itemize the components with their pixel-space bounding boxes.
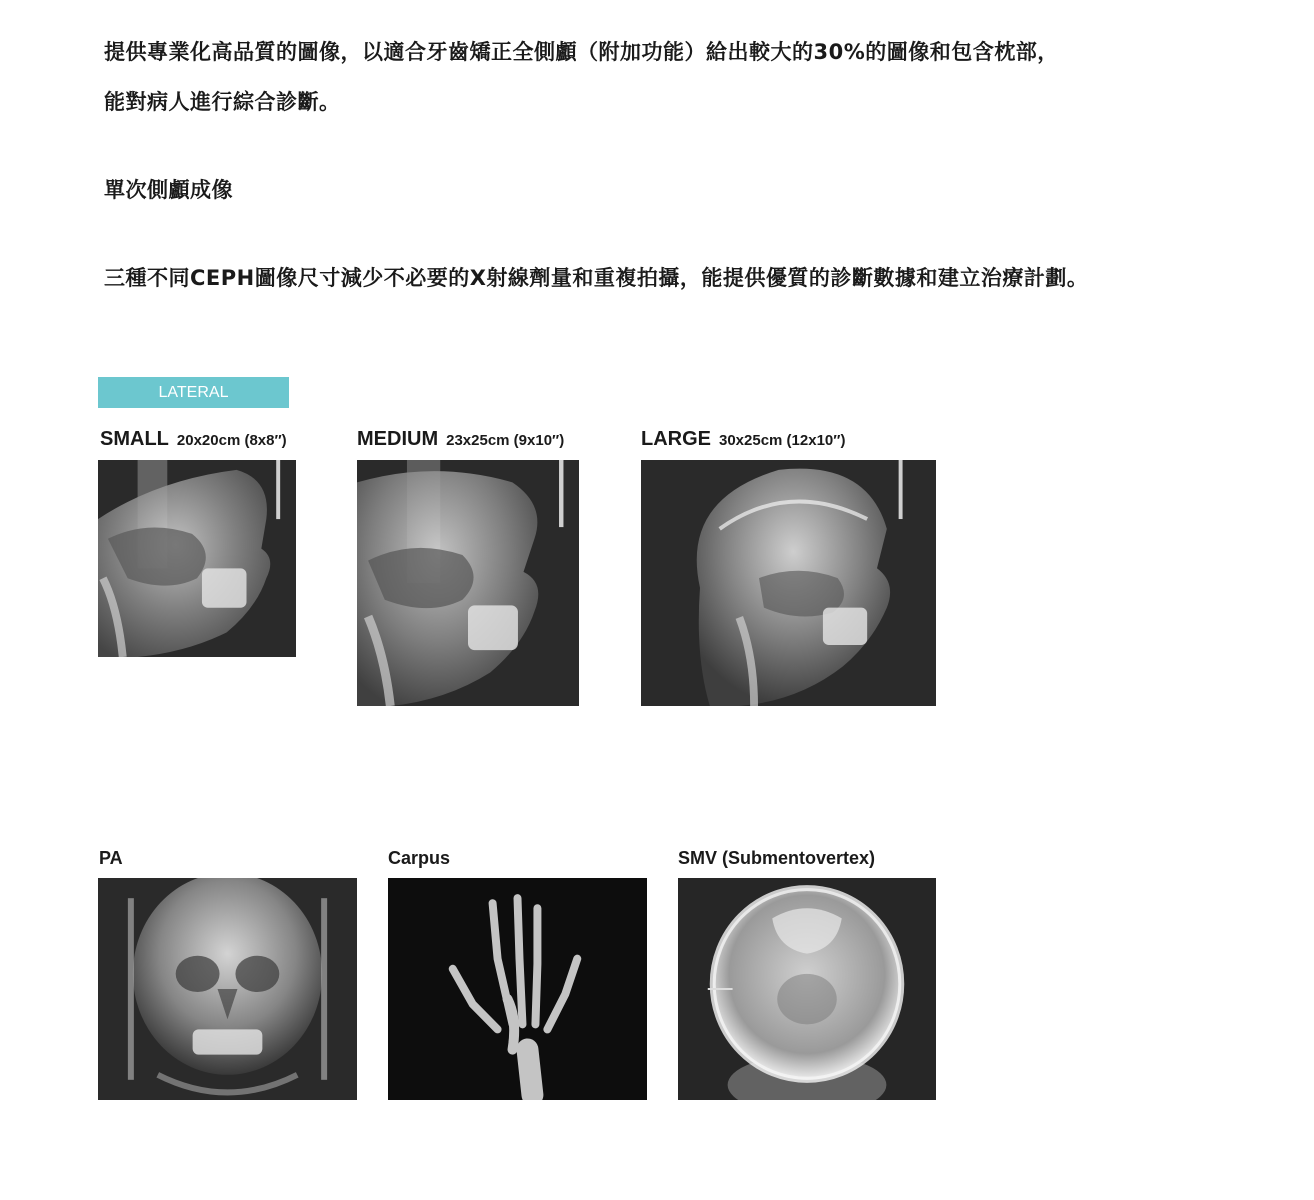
xray-lateral-small-image	[98, 460, 296, 657]
size-dims-large: 30x25cm (12x10″)	[719, 432, 846, 449]
caption-carpus: Carpus	[388, 848, 451, 868]
lateral-badge: LATERAL	[98, 377, 289, 408]
description-text: 三種不同CEPH圖像尺寸減少不必要的X射線劑量和重複拍攝，能提供優質的診斷數據和建立治療計劃。	[104, 266, 1089, 290]
xray-lateral-large-image	[641, 460, 936, 706]
xray-lateral-medium-image	[357, 460, 579, 706]
caption-smv: SMV (Submentovertex)	[678, 848, 876, 868]
xray-smv-image	[678, 878, 936, 1100]
size-name-medium: MEDIUM	[357, 428, 439, 450]
caption-large	[641, 428, 845, 451]
caption-small	[100, 428, 287, 451]
caption-medium	[357, 428, 564, 451]
size-name-large: LARGE	[641, 428, 711, 450]
section-subheading: 單次側顱成像	[104, 178, 233, 202]
intro-text-line-2: 能對病人進行綜合診斷。	[104, 90, 341, 114]
size-dims-medium: 23x25cm (9x10″)	[446, 432, 565, 449]
caption-pa: PA	[99, 848, 123, 868]
size-dims-small: 20x20cm (8x8″)	[176, 432, 287, 449]
xray-carpus-image	[388, 878, 647, 1100]
xray-pa-image	[98, 878, 357, 1100]
intro-text-line-1: 提供專業化高品質的圖像，以適合牙齒矯正全側顱（附加功能）給出較大的30%的圖像和包含枕部，	[104, 40, 1059, 64]
size-name-small: SMALL	[100, 428, 169, 450]
